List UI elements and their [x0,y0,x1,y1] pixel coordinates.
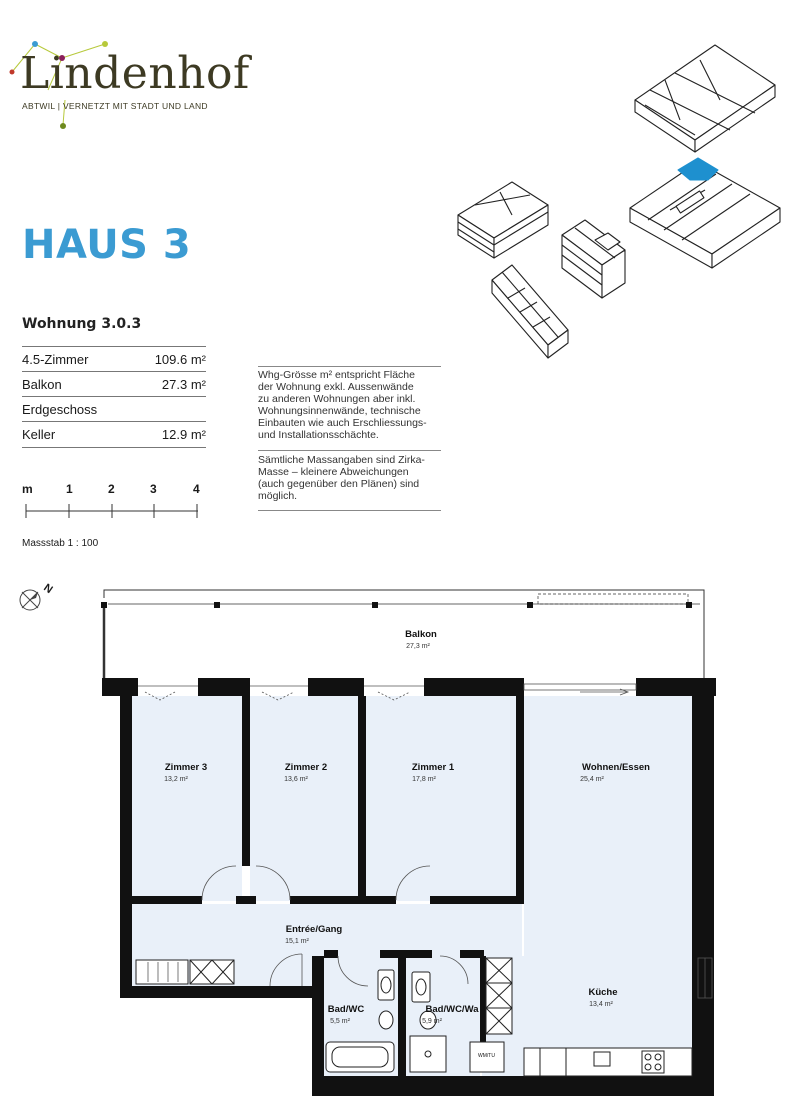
building-top [635,45,775,152]
room-area-zimmer-2: 13,6 m² [284,776,308,783]
note-size-definition: Whg-Grösse m² entspricht Fläche der Wohnung exkl. Aussenwände zu anderen Wohnungen aber inkl. Wohnungsinnenwände, technische Einbauten wie auch Erschliessungs- und Installationsschächte. [258,369,427,441]
spec-label: 4.5-Zimmer [22,352,89,367]
room-name-wohnen-essen: Wohnen/Essen [582,762,650,773]
note-divider [258,510,441,511]
room-area-zimmer-1: 17,8 m² [412,776,436,783]
room-area-bad-wc: 5,5 m² [330,1018,350,1025]
spec-value: 12.9 m² [161,427,206,442]
scale-label: m [22,482,33,496]
room-name-bad-wc-wa: Bad/WC/Wa [425,1004,479,1015]
room-area-balkon: 27,3 m² [406,643,430,650]
floor-plan [0,570,800,1104]
building-middle [562,220,625,298]
note-divider [258,366,441,367]
scale-label: 2 [108,482,115,496]
building-left [458,182,548,258]
note-dimensions: Sämtliche Massangaben sind Zirka- Masse – kleinere Abweichungen (auch gegenüber den Plänen) sind möglich. [258,454,425,502]
spec-label: Keller [22,427,56,442]
room-name-zimmer-2: Zimmer 2 [284,762,328,773]
scale-caption: Massstab 1 : 100 [22,538,99,549]
note-divider [258,450,441,451]
spec-row-keller [22,421,206,448]
spec-value: 27.3 m² [161,377,206,392]
room-name-zimmer-1: Zimmer 1 [411,762,455,773]
room-area-bad-wc-wa: 5,9 m² [422,1018,442,1025]
room-area-zimmer-3: 13,2 m² [164,776,188,783]
site-axonometric-map [450,40,790,370]
room-area-wohnen-essen: 25,4 m² [580,776,604,783]
room-name-zimmer-3: Zimmer 3 [164,762,208,773]
room-name-kueche: Küche [588,987,618,998]
spec-value: 109.6 m² [154,352,206,367]
spec-row-rooms [22,346,206,372]
spec-row-balkon [22,371,206,397]
spec-label: Erdgeschoss [22,402,98,417]
room-name-balkon: Balkon [405,629,437,640]
house-title: HAUS 3 [22,222,192,268]
room-area-kueche: 13,4 m² [589,1001,613,1008]
building-bottom [492,265,568,358]
scale-bar [22,500,202,520]
spec-label: Balkon [22,377,62,392]
compass-label: N [41,581,55,597]
room-name-entree-gang: Entrée/Gang [285,924,343,935]
room-area-entree-gang: 15,1 m² [285,938,309,945]
scale-label: 4 [193,482,200,496]
scale-label: 1 [66,482,73,496]
unit-title: Wohnung 3.0.3 [22,316,142,332]
logo-tagline: ABTWIL | VERNETZT MIT STADT UND LAND [22,101,208,111]
washer-dryer-label: WM/TU [478,1053,495,1059]
room-name-bad-wc: Bad/WC [327,1004,365,1015]
logo-wordmark: Lindenhof [20,48,250,99]
spec-row-floor [22,396,206,422]
scale-label: 3 [150,482,157,496]
